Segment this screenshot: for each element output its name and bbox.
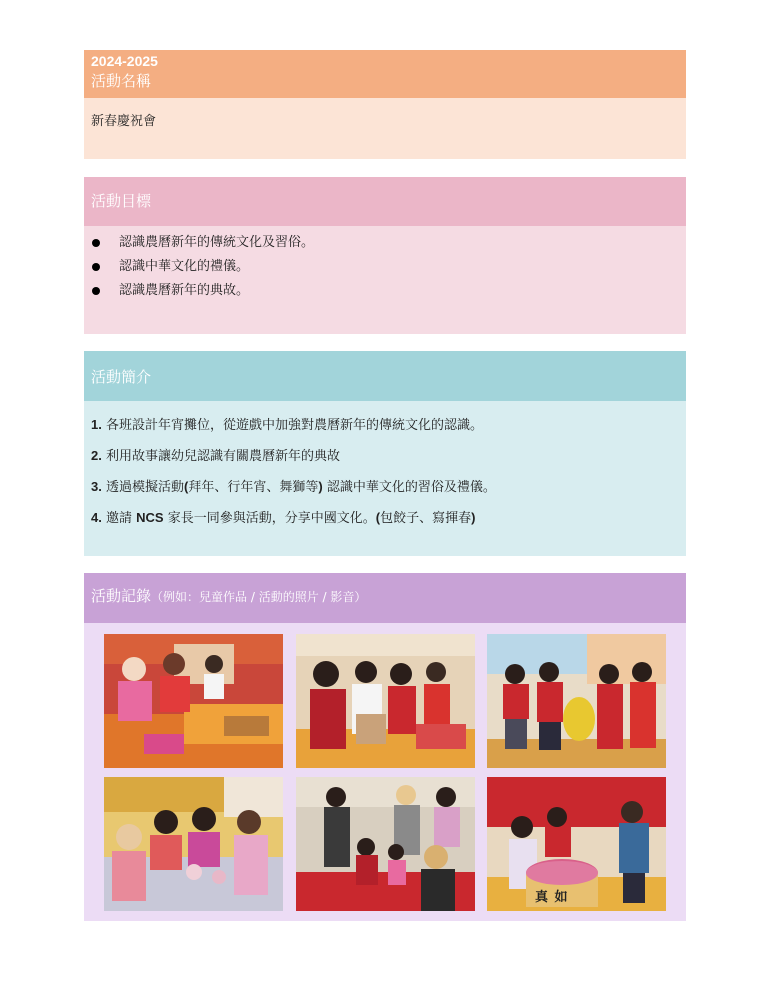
list-item: 1. 各班設計年宵攤位，從遊戲中加強對農曆新年的傳統文化的認識。 bbox=[91, 417, 483, 433]
goals-list bbox=[91, 231, 686, 303]
school-year: 2024-2025 bbox=[91, 53, 158, 69]
activity-name-value: 新春慶祝會 bbox=[91, 114, 157, 129]
photo-lion-dance bbox=[487, 634, 666, 768]
photo-craft-table bbox=[104, 777, 283, 911]
list-item: 3. 透過模擬活動(拜年、行年宵、舞獅等) 認識中華文化的習俗及禮儀。 bbox=[91, 479, 496, 495]
drum-text: 真 如 bbox=[535, 890, 569, 905]
photo-stall-children bbox=[104, 634, 283, 768]
activity-goals-body bbox=[84, 226, 686, 334]
list-item: 認識中華文化的禮儀。 bbox=[91, 255, 686, 279]
list-item: 認識農曆新年的典故。 bbox=[91, 279, 686, 303]
list-item: 認識農曆新年的傳統文化及習俗。 bbox=[91, 231, 686, 255]
activity-intro-body bbox=[84, 401, 686, 556]
activity-intro-header bbox=[84, 351, 686, 401]
activity-goals-label: 活動目標 bbox=[91, 192, 152, 210]
activity-name-body bbox=[84, 98, 686, 159]
activity-record-label: 活動記錄 bbox=[91, 587, 152, 605]
activity-goals-header bbox=[84, 177, 686, 226]
photo-children-gifts bbox=[296, 634, 475, 768]
list-item: 4. 邀請 NCS 家長一同參與活動，分享中國文化。(包餃子、寫揮春) bbox=[91, 510, 476, 526]
bullet-icon bbox=[92, 287, 100, 295]
bullet-icon bbox=[92, 239, 100, 247]
activity-record-header bbox=[84, 573, 686, 623]
activity-intro-label: 活動簡介 bbox=[91, 368, 152, 386]
list-item: 2. 利用故事讓幼兒認識有關農曆新年的典故 bbox=[91, 448, 340, 464]
bullet-icon bbox=[92, 263, 100, 271]
activity-name-header bbox=[84, 50, 686, 98]
activity-name-label: 活動名稱 bbox=[91, 72, 152, 90]
photo-gallery bbox=[84, 623, 686, 921]
photo-parents-gathering bbox=[296, 777, 475, 911]
photo-drum bbox=[487, 777, 666, 911]
activity-record-sub: （例如：兒童作品 / 活動的照片 / 影音） bbox=[151, 590, 367, 604]
